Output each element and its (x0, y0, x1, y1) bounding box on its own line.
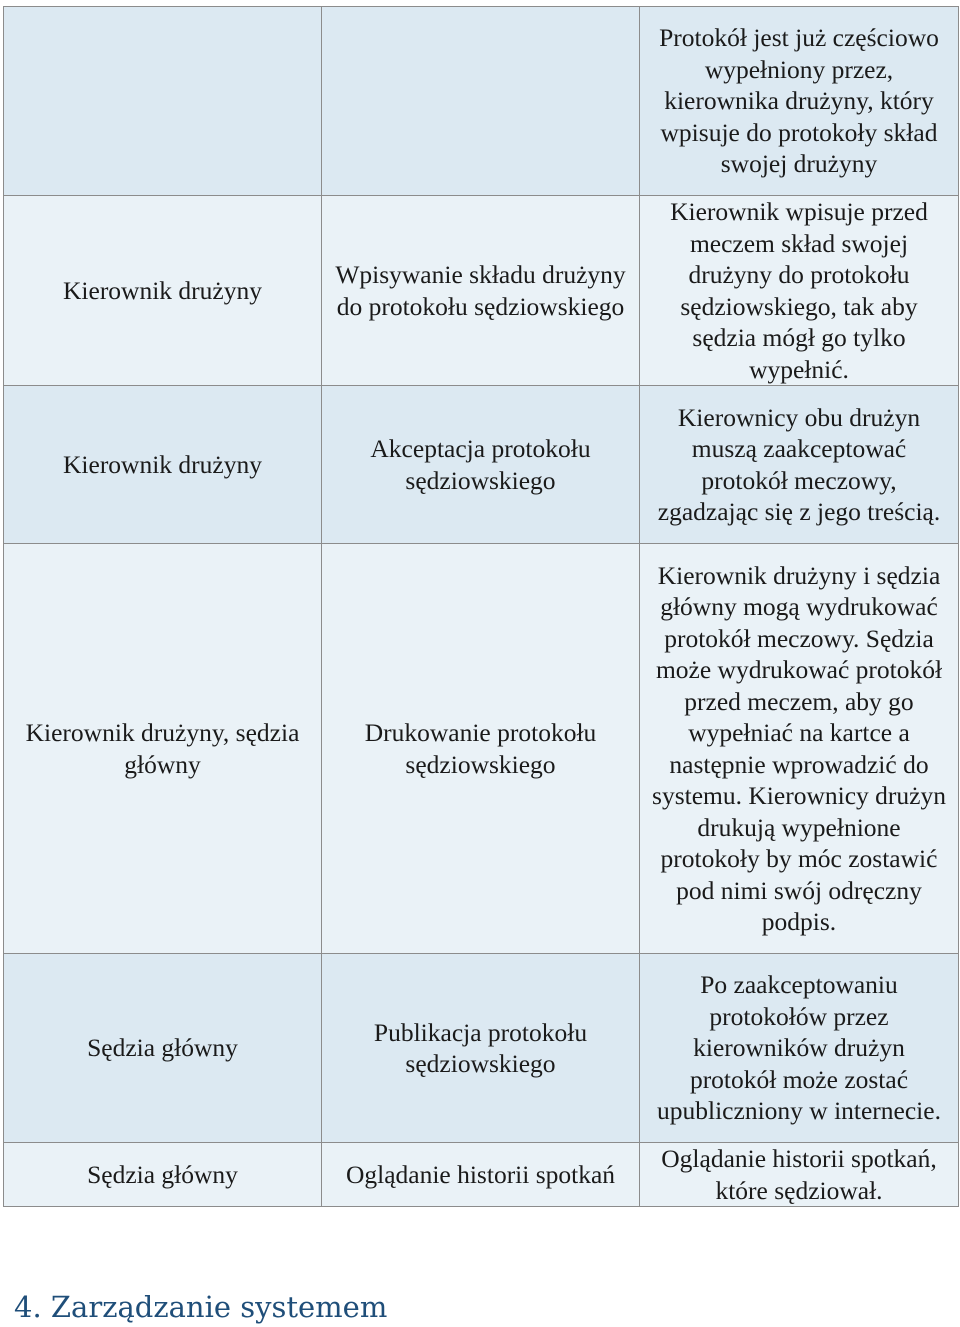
actor-cell: Sędzia główny (4, 1143, 322, 1207)
table-row (4, 196, 959, 386)
table-row (4, 544, 959, 954)
action-cell: Oglądanie historii spotkań (322, 1143, 640, 1207)
table-row (4, 386, 959, 544)
action-cell (322, 7, 640, 196)
table-row (4, 954, 959, 1143)
description-cell: Kierownik wpisuje przed meczem skład swojej drużyny do protokołu sędziowskiego, tak aby sędzia mógł go tylko wypełnić. (640, 196, 959, 386)
action-cell: Akceptacja protokołu sędziowskiego (322, 386, 640, 544)
actor-cell: Sędzia główny (4, 954, 322, 1143)
description-cell: Po zaakceptowaniu protokołów przez kierowników drużyn protokół może zostać upubliczniony w internecie. (640, 954, 959, 1143)
section-heading: 4. Zarządzanie systemem (14, 1290, 388, 1324)
description-cell: Protokół jest już częściowo wypełniony przez, kierownika drużyny, który wpisuje do protokoły skład swojej drużyny (640, 7, 959, 196)
actor-cell: Kierownik drużyny (4, 196, 322, 386)
description-cell: Kierownicy obu drużyn muszą zaakceptować protokół meczowy, zgadzając się z jego treścią. (640, 386, 959, 544)
actor-cell: Kierownik drużyny, sędzia główny (4, 544, 322, 954)
action-cell: Drukowanie protokołu sędziowskiego (322, 544, 640, 954)
description-cell: Kierownik drużyny i sędzia główny mogą wydrukować protokół meczowy. Sędzia może wydrukować protokół przed meczem, aby go wypełniać na kartce a następnie wprowadzić do systemu. Kierownicy drużyn drukują wypełnione protokoły by móc zostawić pod nimi swój odręczny podpis. (640, 544, 959, 954)
action-cell: Wpisywanie składu drużyny do protokołu sędziowskiego (322, 196, 640, 386)
action-cell: Publikacja protokołu sędziowskiego (322, 954, 640, 1143)
use-case-table (3, 6, 959, 1207)
description-cell: Oglądanie historii spotkań, które sędziował. (640, 1143, 959, 1207)
table-row (4, 1143, 959, 1207)
table-row (4, 7, 959, 196)
actor-cell: Kierownik drużyny (4, 386, 322, 544)
actor-cell (4, 7, 322, 196)
